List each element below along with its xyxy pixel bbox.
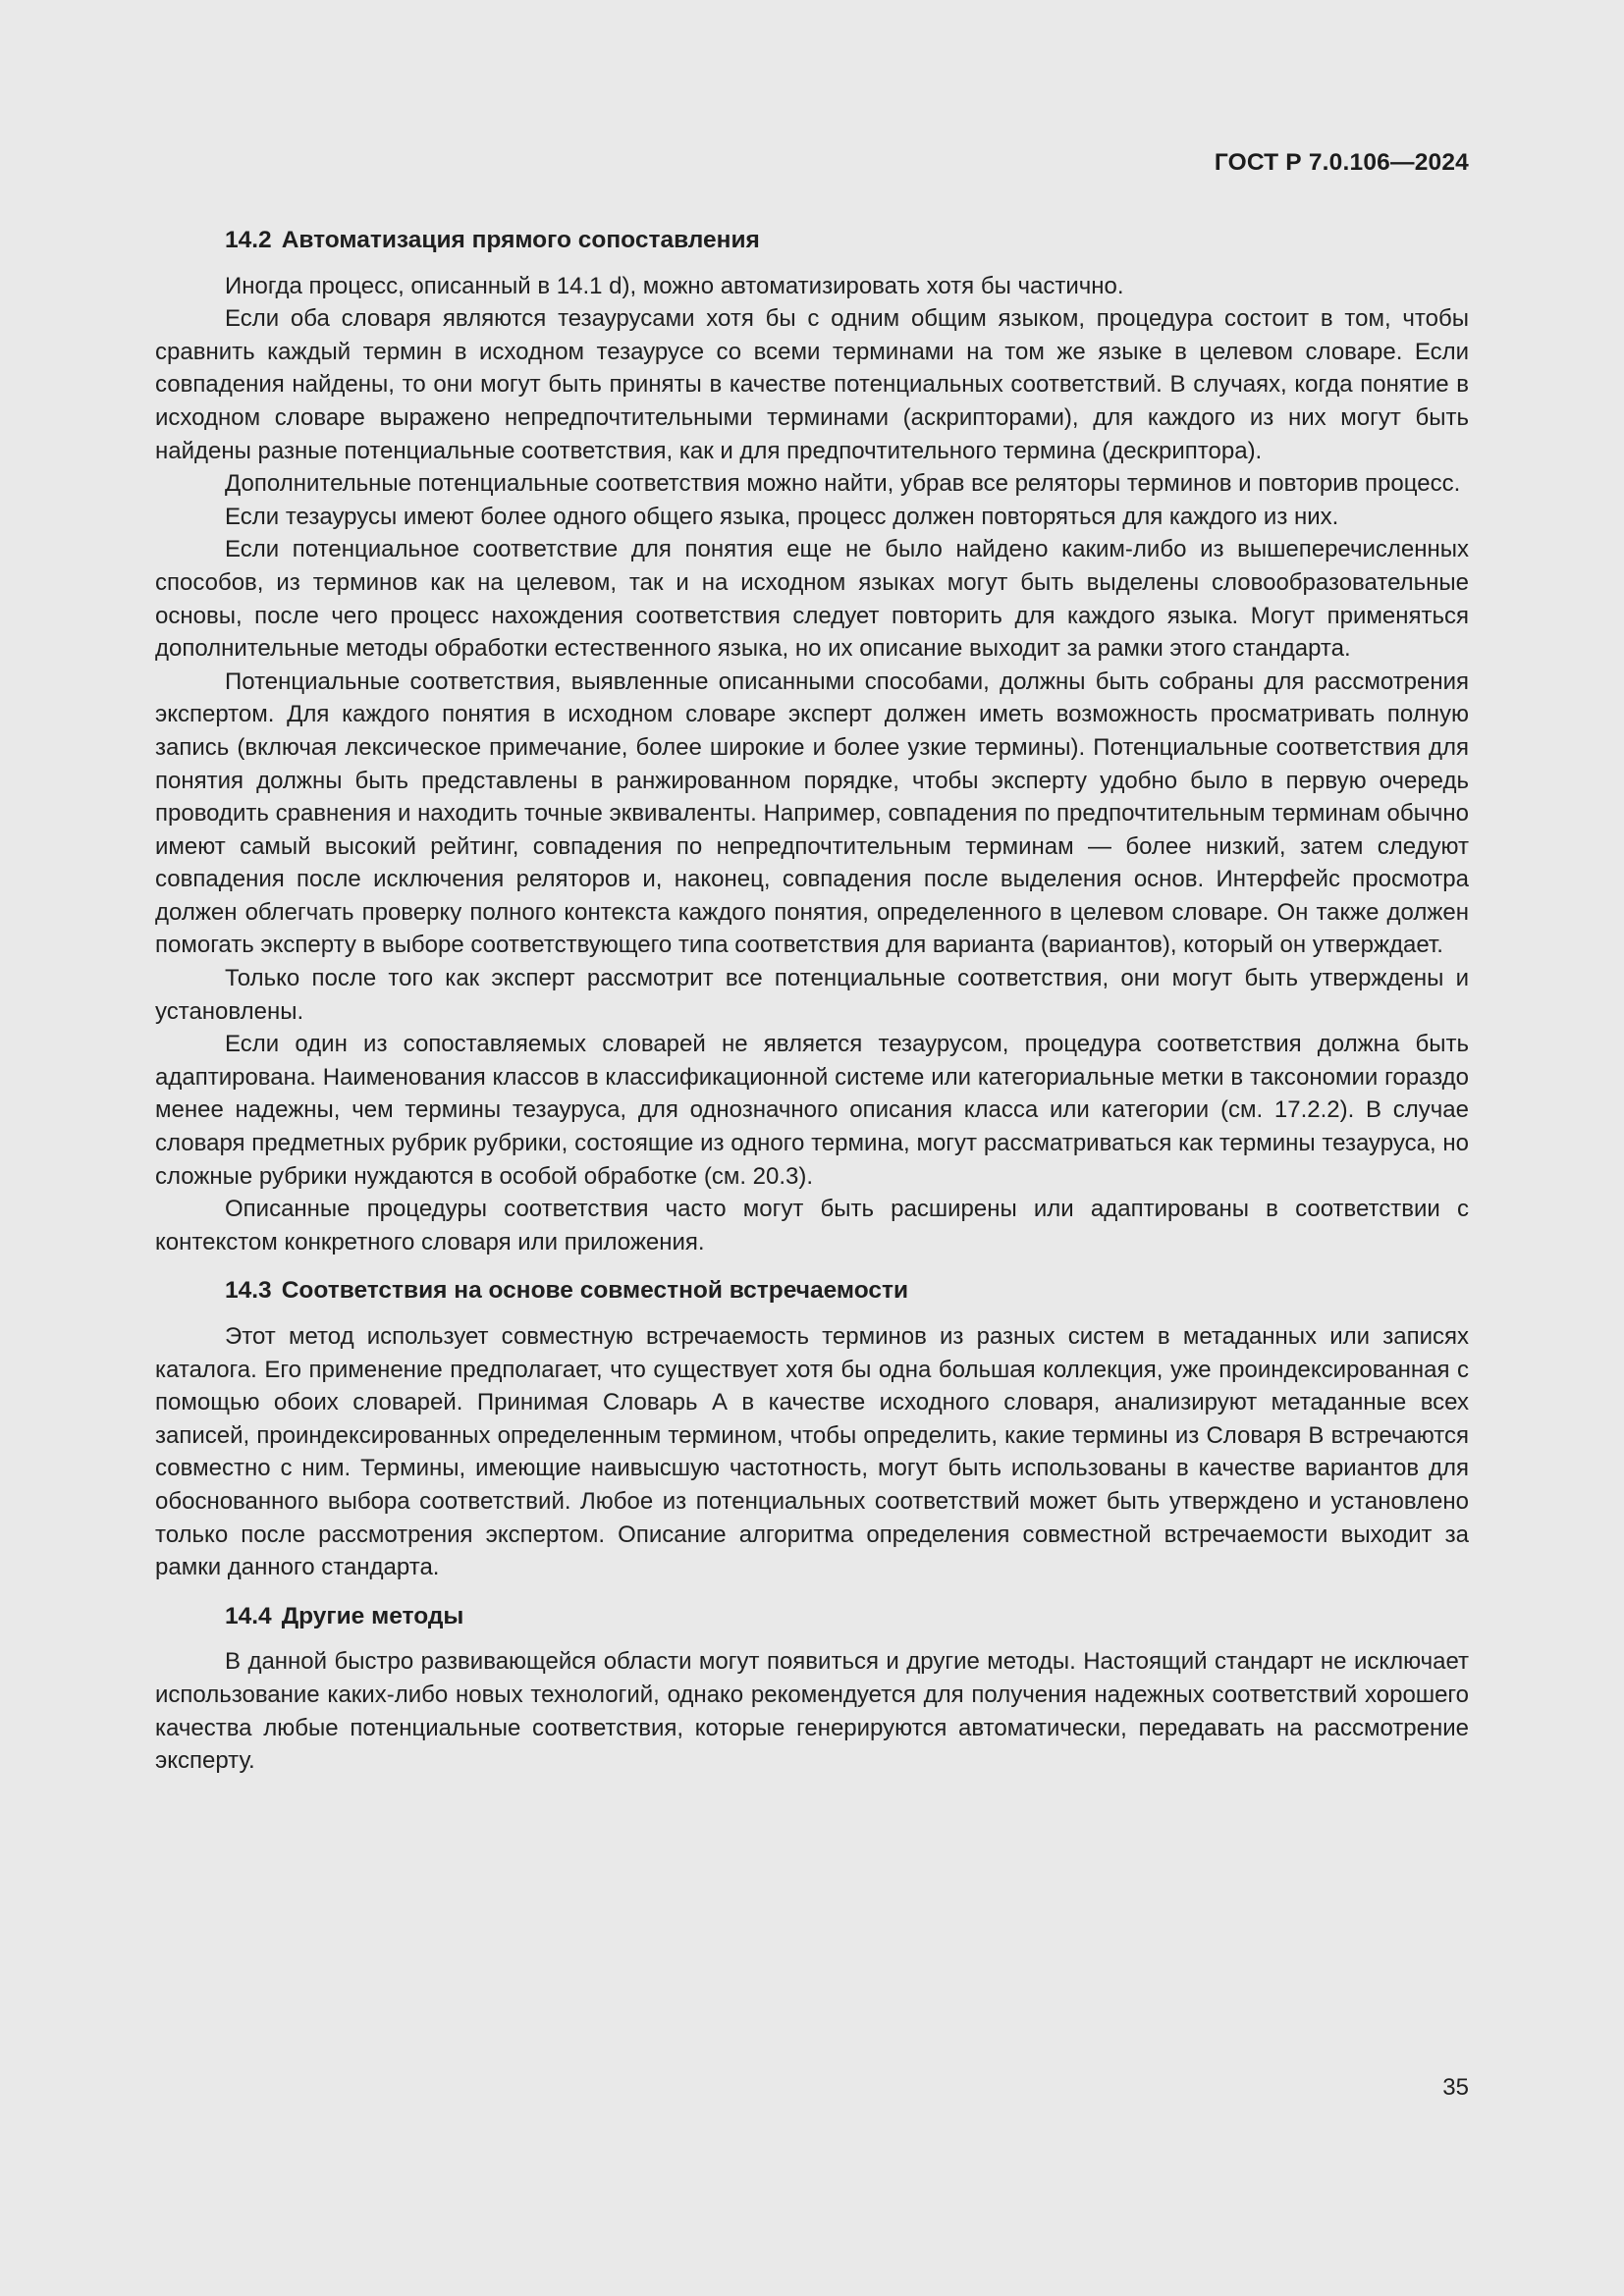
section-title: Соответствия на основе совместной встречаемости [281,1277,909,1305]
section-number: 14.4 [225,1602,272,1629]
paragraph: Иногда процесс, описанный в 14.1 d), можно автоматизировать хотя бы частично. [225,272,1124,299]
section-title: Автоматизация прямого сопоставления [281,227,760,253]
paragraph: Дополнительные потенциальные соответствия можно найти, убрав все реляторы терминов и повторив процесс. [225,470,1461,498]
section-heading-14-3 [155,1274,1469,1308]
document-body [155,224,1469,1778]
page-number: 35 [1442,2074,1469,2101]
paragraph: Если тезаурусы имеют более одного общего языка, процесс должен повторяться для каждого из них. [225,503,1339,530]
section-heading-14-2 [155,224,1469,257]
paragraph: Только после того как эксперт рассмотрит все потенциальные соответствия, они могут быть утверждены и установлены. [155,965,1469,1025]
paragraph: Описанные процедуры соответствия часто могут быть расширены или адаптированы в соответствии с контекстом конкретного словаря или приложения. [155,1196,1469,1255]
paragraph: Потенциальные соответствия, выявленные описанными способами, должны быть собраны для рассмотрения экспертом. Для каждого понятия в исходном словаре эксперт должен иметь возможность просматривать полную запись (включая лексическое примечание, более широкие и более узкие термины). Потенциальные соответствия для понятия должны быть представлены в ранжированном порядке, чтобы эксперту удобно было в первую очередь проводить сравнения и находить точные эквиваленты. Например, совпадения по предпочтительным терминам обычно имеют самый высокий рейтинг, совпадения по непредпочтительным терминам — более низкий, затем следуют совпадения после исключения реляторов и, наконец, совпадения после выделения основ. Интерфейс просмотра должен облегчать проверку полного контекста каждого понятия, определенного в целевом словаре. Он также должен помогать эксперту в выборе соответствующего типа соответствия для варианта (вариантов), который он утверждает. [155,667,1469,959]
paragraph: Если оба словаря являются тезаурусами хотя бы с одним общим языком, процедура состоит в том, чтобы сравнить каждый термин в исходном тезаурусе со всеми терминами на том же языке в целевом словаре. Если совпадения найдены, то они могут быть приняты в качестве потенциальных соответствий. В случаях, когда понятие в исходном словаре выражено непредпочтительными терминами (аскрипторами), для каждого из них могут быть найдены разные потенциальные соответствия, как и для предпочтительного термина (дескриптора). [155,305,1469,464]
standard-header: ГОСТ Р 7.0.106—2024 [1214,149,1469,176]
section-title: Другие методы [281,1602,464,1629]
paragraph: Если потенциальное соответствие для понятия еще не было найдено каким-либо из вышеперечисленных способов, из терминов как на целевом, так и на исходном языках могут быть выделены словообразовательные основы, после чего процесс нахождения соответствия следует повторить для каждого языка. Могут применяться дополнительные методы обработки естественного языка, но их описание выходит за рамки этого стандарта. [155,536,1469,663]
paragraph: В данной быстро развивающейся области могут появиться и другие методы. Настоящий стандарт не исключает использование каких-либо новых технологий, однако рекомендуется для получения надежных соответствий хорошего качества любые потенциальные соответствия, которые генерируются автоматически, передавать на рассмотрение эксперту. [155,1648,1469,1775]
section-number: 14.3 [225,1277,272,1305]
section-number: 14.2 [225,227,272,253]
paragraph: Этот метод использует совместную встречаемость терминов из разных систем в метаданных или записях каталога. Его применение предполагает, что существует хотя бы одна большая коллекция, уже проиндексированная с помощью обоих словарей. Принимая Словарь А в качестве исходного словаря, анализируют метаданные всех записей, проиндексированных определенным термином, чтобы определить, какие термины из Словаря В встречаются совместно с ним. Термины, имеющие наивысшую частотность, могут быть использованы в качестве вариантов для обоснованного выбора соответствий. Любое из потенциальных соответствий может быть утверждено и установлено только после рассмотрения экспертом. Описание алгоритма определения совместной встречаемости выходит за рамки данного стандарта. [155,1323,1469,1581]
paragraph: Если один из сопоставляемых словарей не является тезаурусом, процедура соответствия должна быть адаптирована. Наименования классов в классификационной системе или категориальные метки в таксономии гораздо менее надежны, чем термины тезауруса, для однозначного описания класса или категории (см. 17.2.2). В случае словаря предметных рубрик рубрики, состоящие из одного термина, могут рассматриваться как термины тезауруса, но сложные рубрики нуждаются в особой обработке (см. 20.3). [155,1031,1469,1190]
section-heading-14-4 [155,1600,1469,1633]
